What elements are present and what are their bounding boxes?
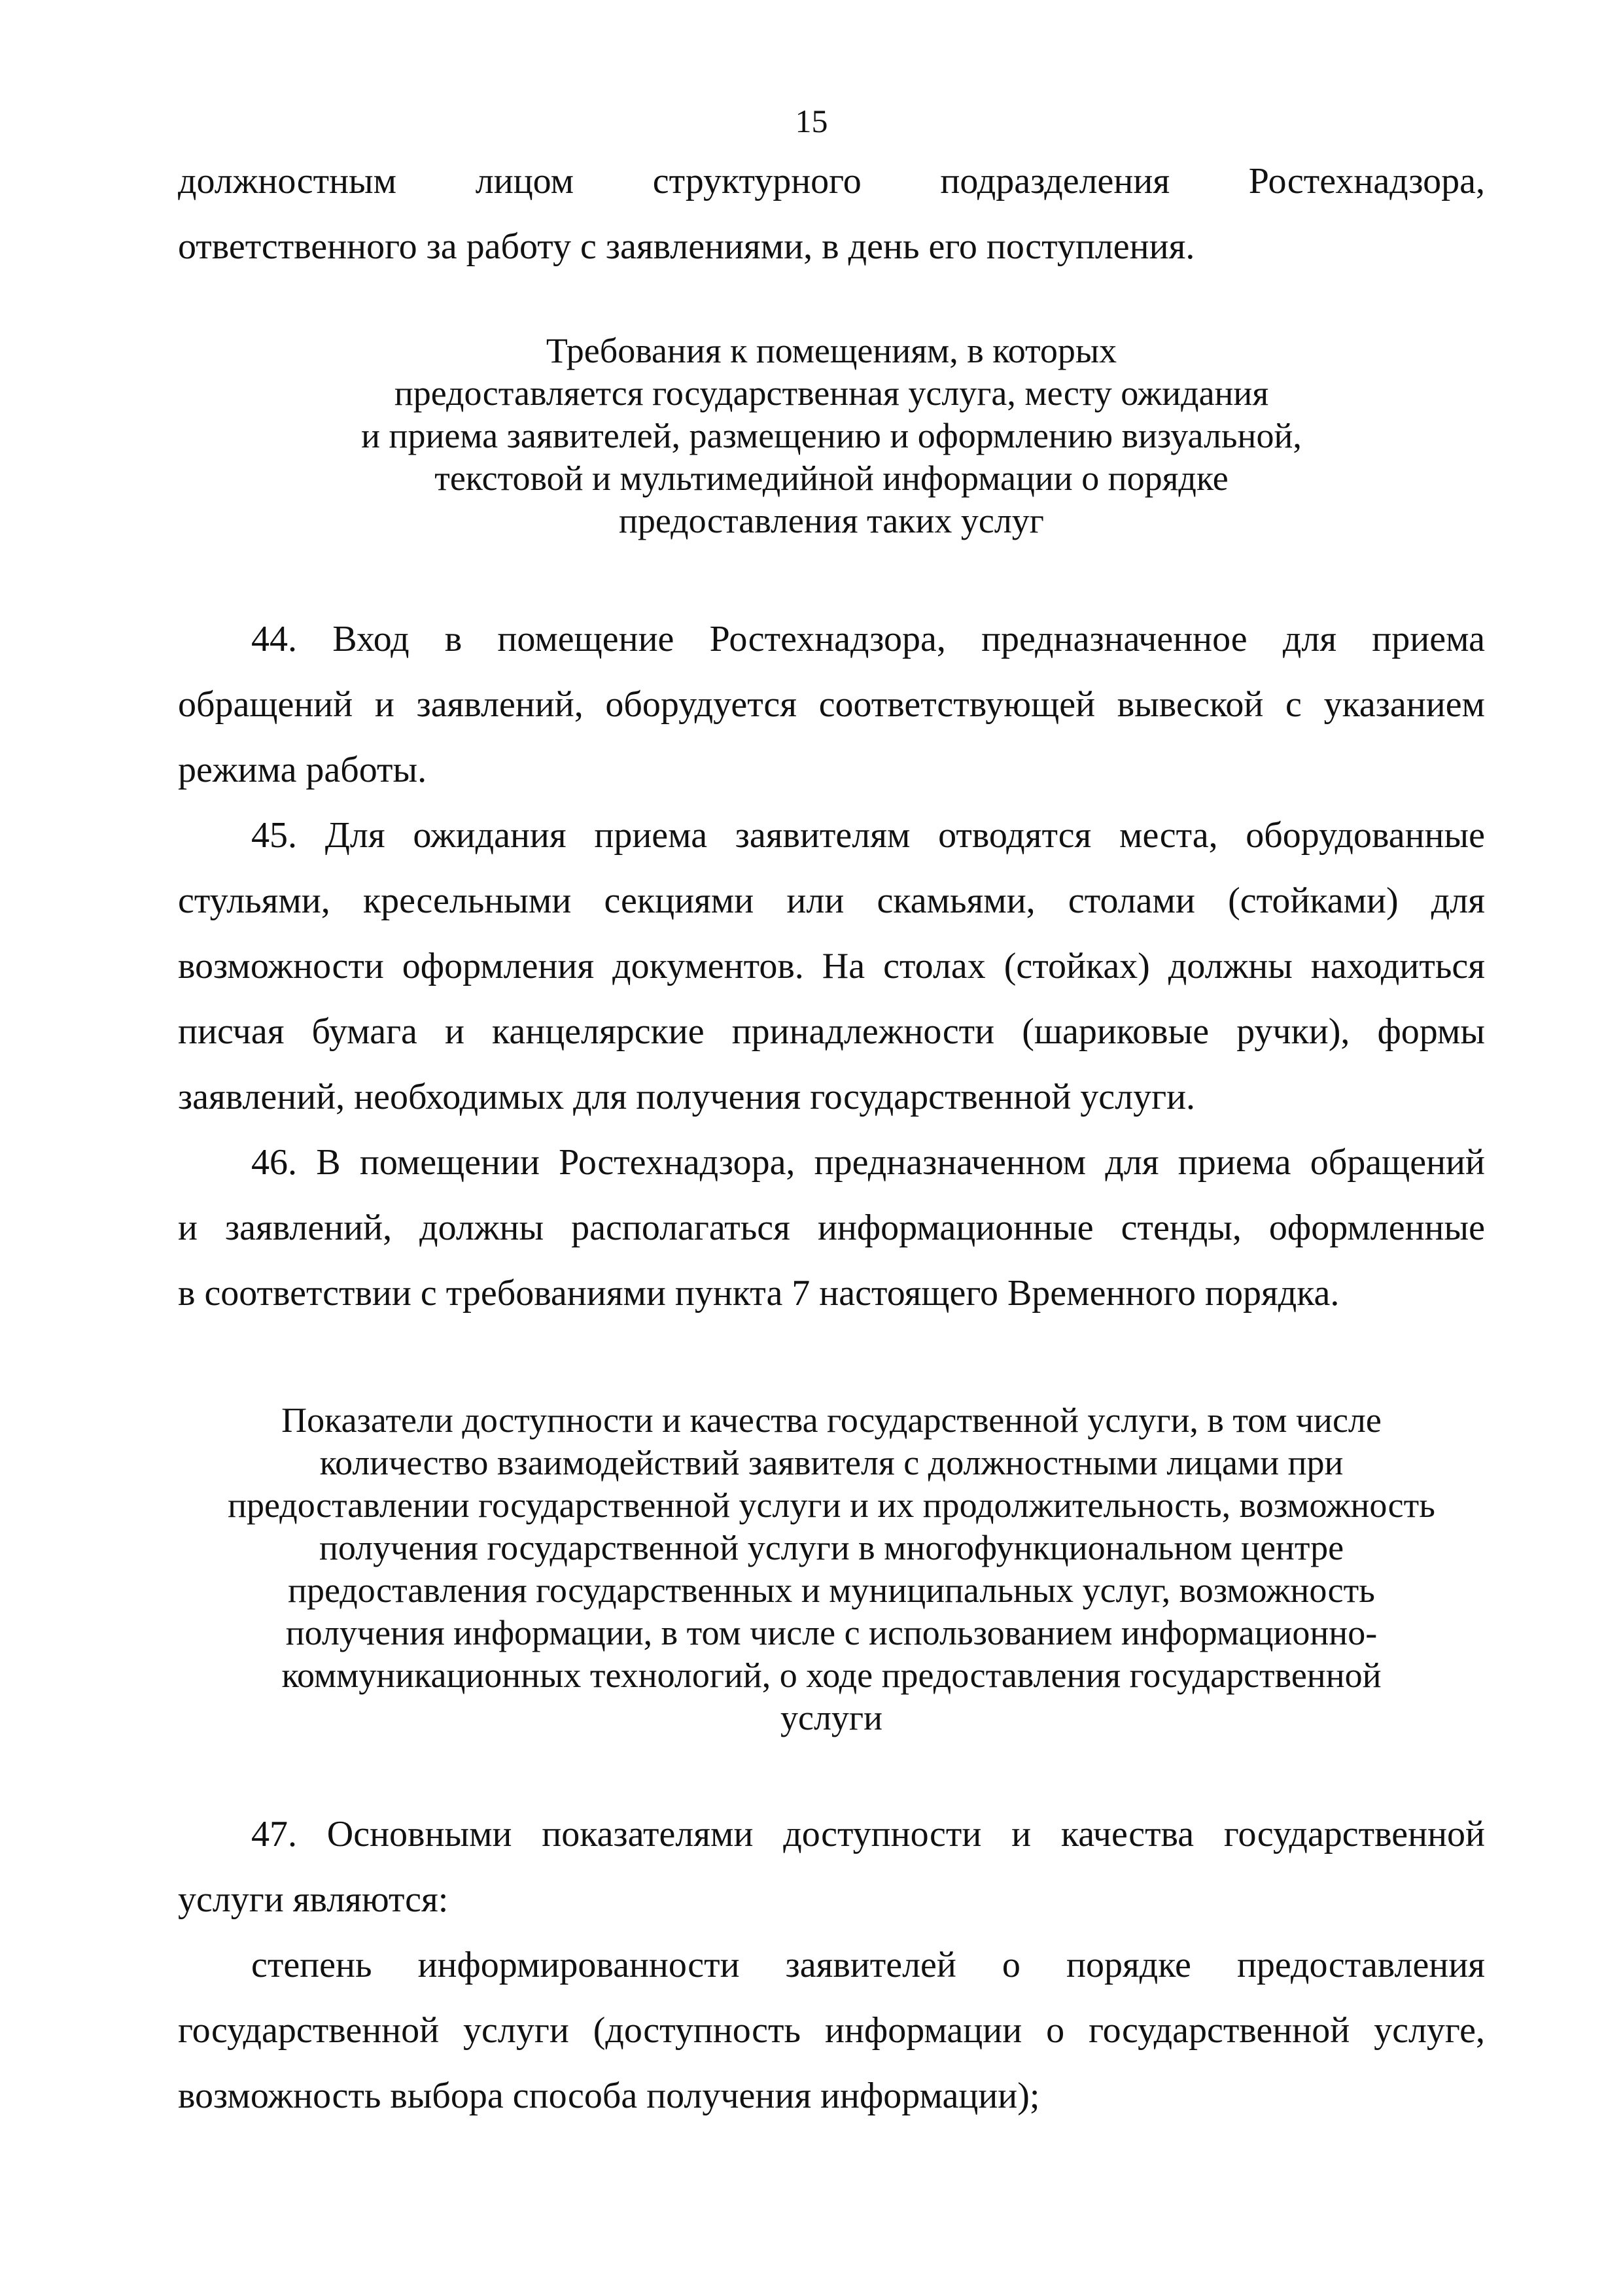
heading-line: коммуникационных технологий, о ходе предоставления государственной (281, 1656, 1382, 1695)
paragraph-47 (178, 1801, 1485, 1932)
text-line: 45. Для ожидания приема заявителям отводятся места, оборудованные (251, 815, 1485, 856)
text-line: ответственного за работу с заявлениями, в день его поступления. (178, 226, 1195, 267)
text-line: обращений и заявлений, оборудуется соответствующей вывеской с указанием (178, 684, 1485, 725)
paragraph-46 (178, 1130, 1485, 1326)
text-line: и заявлений, должны располагаться информационные стенды, оформленные (178, 1208, 1485, 1248)
text-line: писчая бумага и канцелярские принадлежности (шариковые ручки), формы (178, 1011, 1485, 1052)
text-line: заявлений, необходимых для получения государственной услуги. (178, 1077, 1196, 1117)
heading-line: предоставлении государственной услуги и их продолжительность, возможность (228, 1486, 1435, 1525)
heading-line: и приема заявителей, размещению и оформлению визуальной, (361, 416, 1302, 455)
text-line: стульями, кресельными секциями или скамьями, столами (стойками) для (178, 880, 1485, 921)
heading-line: получения государственной услуги в многофункциональном центре (319, 1528, 1344, 1567)
text-line: возможность выбора способа получения информации); (178, 2076, 1040, 2116)
intro-paragraph (178, 148, 1485, 279)
text-line: режима работы. (178, 750, 427, 790)
text-line: услуги являются: (178, 1879, 449, 1920)
heading-line: предоставления государственных и муниципальных услуг, возможность (288, 1571, 1375, 1610)
heading-line: количество взаимодействий заявителя с должностными лицами при (319, 1443, 1344, 1482)
text-line: в соответствии с требованиями пункта 7 настоящего Временного порядка. (178, 1273, 1340, 1313)
heading-line: Показатели доступности и качества государственной услуги, в том числе (281, 1400, 1382, 1440)
section-heading-indicators (178, 1399, 1485, 1739)
text-line: возможности оформления документов. На столах (стойках) должны находиться (178, 946, 1485, 986)
text-line: 47. Основными показателями доступности и качества государственной (251, 1814, 1485, 1854)
paragraph-45 (178, 803, 1485, 1130)
paragraph-44 (178, 606, 1485, 803)
text-line: государственной услуги (доступность информации о государственной услуге, (178, 2010, 1485, 2051)
heading-line: предоставляется государственная услуга, месту ожидания (394, 374, 1269, 413)
page-number: 15 (795, 103, 828, 139)
text-line: должностным лицом структурного подразделения Ростехнадзора, (178, 161, 1485, 201)
text-line: 46. В помещении Ростехнадзора, предназначенном для приема обращений (251, 1142, 1485, 1183)
heading-line: Требования к помещениям, в которых (546, 331, 1117, 370)
section-heading-premises (178, 330, 1485, 542)
text-line: степень информированности заявителей о порядке предоставления (251, 1945, 1485, 1985)
text-line: 44. Вход в помещение Ростехнадзора, предназначенное для приема (251, 619, 1485, 659)
heading-line: услуги (780, 1698, 882, 1737)
paragraph-47-item (178, 1932, 1485, 2129)
heading-line: предоставления таких услуг (619, 501, 1044, 540)
heading-line: получения информации, в том числе с использованием информационно- (285, 1613, 1378, 1652)
heading-line: текстовой и мультимедийной информации о порядке (434, 459, 1229, 498)
